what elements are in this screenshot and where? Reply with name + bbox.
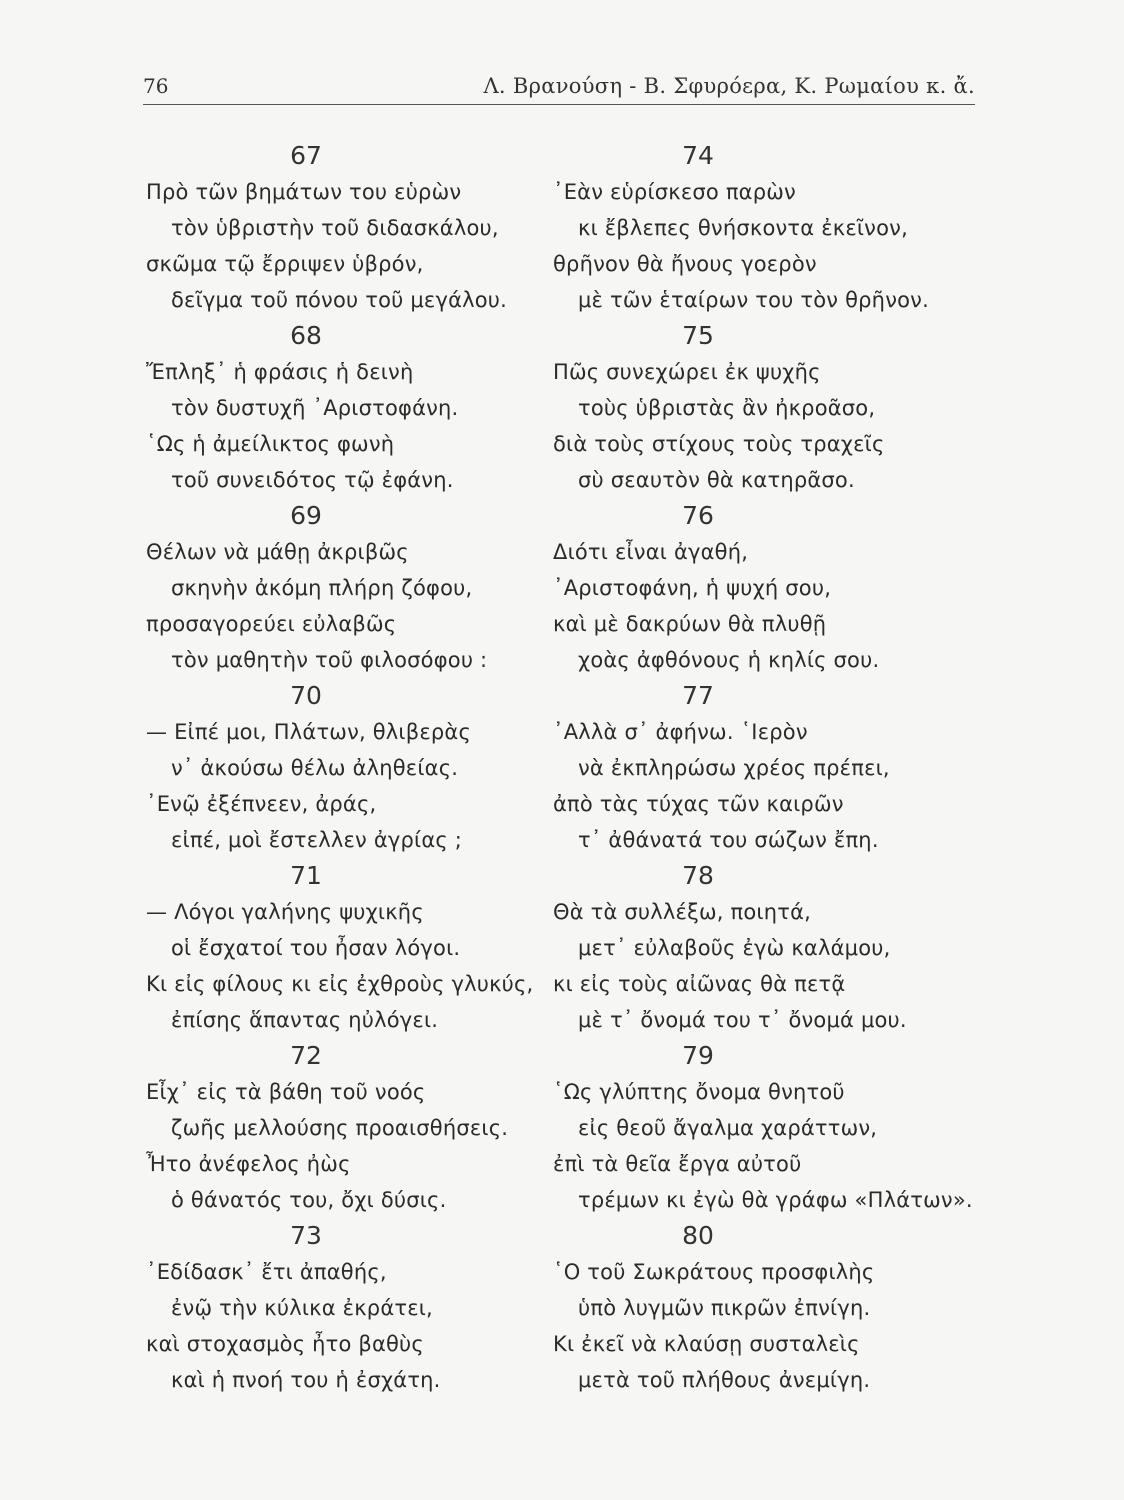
- stanza-number: 79: [682, 1041, 714, 1070]
- verse-line: Εἶχ᾽ εἰς τὰ βάθη τοῦ νοός: [146, 1080, 426, 1104]
- verse-line: Θὰ τὰ συλλέξω, ποιητά,: [553, 900, 811, 924]
- stanza-number: 78: [682, 861, 714, 890]
- verse-line: χοὰς ἀφθόνους ἡ κηλίς σου.: [578, 648, 880, 672]
- verse-line: Κι ἐκεῖ νὰ κλαύσῃ συσταλεὶς: [553, 1332, 860, 1356]
- verse-line: νὰ ἐκπληρώσω χρέος πρέπει,: [578, 756, 890, 780]
- verse-line: ἀπὸ τὰς τύχας τῶν καιρῶν: [553, 792, 844, 816]
- left-column: [146, 138, 566, 1398]
- page-number: 76: [143, 74, 169, 98]
- verse-line: ᾽Εδίδασκ᾽ ἔτι ἀπαθής,: [146, 1260, 387, 1284]
- verse-line: τοὺς ὑβριστὰς ἂν ἠκροᾶσο,: [578, 396, 876, 420]
- verse-line: τὸν δυστυχῆ ᾽Αριστοφάνη.: [171, 396, 459, 420]
- verse-line: — Εἰπέ μοι, Πλάτων, θλιβερὰς: [146, 720, 471, 744]
- verse-line: κι εἰς τοὺς αἰῶνας θὰ πετᾷ: [553, 972, 846, 996]
- page-header: [143, 70, 975, 104]
- verse-line: κι ἔβλεπες θνήσκοντα ἐκεῖνον,: [578, 216, 908, 240]
- verse-line: εἰς θεοῦ ἄγαλμα χαράττων,: [578, 1116, 878, 1140]
- stanza-number: 80: [682, 1221, 714, 1250]
- verse-line: Θέλων νὰ μάθῃ ἀκριβῶς: [146, 540, 409, 564]
- verse-line: σκῶμα τῷ ἔρριψεν ὑβρόν,: [146, 252, 424, 276]
- running-head: Λ. Βρανούση - Β. Σφυρόερα, Κ. Ρωμαίου κ. ἄ.: [483, 74, 975, 98]
- verse-line: τ᾽ ἀθάνατά του σώζων ἔπη.: [578, 828, 879, 852]
- verse-line: Ἦτο ἀνέφελος ἠὼς: [146, 1152, 351, 1176]
- verse-line: οἱ ἔσχατοί του ἦσαν λόγοι.: [171, 936, 461, 960]
- verse-line: ᾽Αλλὰ σ᾽ ἀφήνω. ῾Ιερὸν: [553, 720, 808, 744]
- stanza: [146, 1038, 566, 1218]
- verse-line: Πῶς συνεχώρει ἐκ ψυχῆς: [553, 360, 821, 384]
- stanza: [553, 498, 973, 678]
- verse-line: τοῦ συνειδότος τῷ ἐφάνη.: [171, 468, 454, 492]
- verse-line: δεῖγμα τοῦ πόνου τοῦ μεγάλου.: [171, 288, 508, 312]
- verse-line: ῾Ως ἡ ἀμείλικτος φωνὴ: [146, 432, 395, 456]
- verse-line: σὺ σεαυτὸν θὰ κατηρᾶσο.: [578, 468, 855, 492]
- stanza: [553, 1038, 973, 1218]
- stanza: [553, 138, 973, 318]
- stanza-number: 70: [290, 681, 322, 710]
- verse-line: προσαγορεύει εὐλαβῶς: [146, 612, 397, 636]
- verse-line: θρῆνον θὰ ἤνους γοερὸν: [553, 252, 817, 276]
- verse-line: καὶ μὲ δακρύων θὰ πλυθῇ: [553, 612, 827, 636]
- verse-line: διὰ τοὺς στίχους τοὺς τραχεῖς: [553, 432, 885, 456]
- verse-line: ν᾽ ἀκούσω θέλω ἀληθείας.: [171, 756, 459, 780]
- stanza-number: 75: [682, 321, 714, 350]
- verse-line: — Λόγοι γαλήνης ψυχικῆς: [146, 900, 424, 924]
- stanza-number: 68: [290, 321, 322, 350]
- verse-line: ζωῆς μελλούσης προαισθήσεις.: [171, 1116, 509, 1140]
- verse-line: ᾽Αριστοφάνη, ἡ ψυχή σου,: [553, 576, 832, 600]
- verse-line: τρέμων κι ἐγὼ θὰ γράφω «Πλάτων».: [578, 1188, 973, 1212]
- verse-line: Πρὸ τῶν βημάτων του εὑρὼν: [146, 180, 462, 204]
- stanza-number: 73: [290, 1221, 322, 1250]
- verse-line: ᾽Εὰν εὑρίσκεσο παρὼν: [553, 180, 796, 204]
- stanza-number: 67: [290, 141, 322, 170]
- verse-line: ὁ θάνατός του, ὄχι δύσις.: [171, 1188, 447, 1212]
- stanza: [146, 138, 566, 318]
- verse-line: τὸν μαθητὴν τοῦ φιλοσόφου :: [171, 648, 488, 672]
- stanza-number: 71: [290, 861, 322, 890]
- verse-line: σκηνὴν ἀκόμη πλήρη ζόφου,: [171, 576, 473, 600]
- header-rule: [143, 104, 975, 105]
- stanza: [146, 858, 566, 1038]
- stanza: [553, 318, 973, 498]
- stanza-number: 77: [682, 681, 714, 710]
- verse-line: ῾Ο τοῦ Σωκράτους προσφιλὴς: [553, 1260, 875, 1284]
- verse-line: ῾Ως γλύπτης ὄνομα θνητοῦ: [553, 1080, 845, 1104]
- verse-line: ἐπίσης ἅπαντας ηὐλόγει.: [171, 1008, 439, 1032]
- stanza: [146, 318, 566, 498]
- verse-line: μετ᾽ εὐλαβοῦς ἐγὼ καλάμου,: [578, 936, 891, 960]
- verse-line: ἐνῷ τὴν κύλικα ἐκράτει,: [171, 1296, 433, 1320]
- verse-line: μὲ τ᾽ ὄνομά του τ᾽ ὄνομά μου.: [578, 1008, 907, 1032]
- verse-line: ὑπὸ λυγμῶν πικρῶν ἐπνίγη.: [578, 1296, 871, 1320]
- verse-line: Διότι εἶναι ἀγαθή,: [553, 540, 749, 564]
- verse-line: μὲ τῶν ἑταίρων του τὸν θρῆνον.: [578, 288, 929, 312]
- verse-line: ἐπὶ τὰ θεῖα ἔργα αὐτοῦ: [553, 1152, 802, 1176]
- verse-line: ᾽Ενῷ ἐξέπνεεν, ἀράς,: [146, 792, 377, 816]
- verse-line: Ἔπληξ᾽ ἡ φράσις ἡ δεινὴ: [146, 360, 414, 384]
- stanza: [553, 858, 973, 1038]
- stanza-number: 72: [290, 1041, 322, 1070]
- stanza: [146, 498, 566, 678]
- verse-line: καὶ στοχασμὸς ἦτο βαθὺς: [146, 1332, 424, 1356]
- verse-line: εἰπέ, μοὶ ἔστελλεν ἀγρίας ;: [171, 828, 463, 852]
- stanza: [146, 1218, 566, 1398]
- stanza-number: 74: [682, 141, 714, 170]
- verse-line: τὸν ὑβριστὴν τοῦ διδασκάλου,: [171, 216, 499, 240]
- stanza: [146, 678, 566, 858]
- verse-line: καὶ ἡ πνοή του ἡ ἐσχάτη.: [171, 1368, 441, 1392]
- verse-line: μετὰ τοῦ πλήθους ἀνεμίγη.: [578, 1368, 871, 1392]
- right-column: [553, 138, 973, 1398]
- stanza-number: 76: [682, 501, 714, 530]
- verse-line: Κι εἰς φίλους κι εἰς ἐχθροὺς γλυκύς,: [146, 972, 534, 996]
- stanza: [553, 1218, 973, 1398]
- stanza: [553, 678, 973, 858]
- stanza-number: 69: [290, 501, 322, 530]
